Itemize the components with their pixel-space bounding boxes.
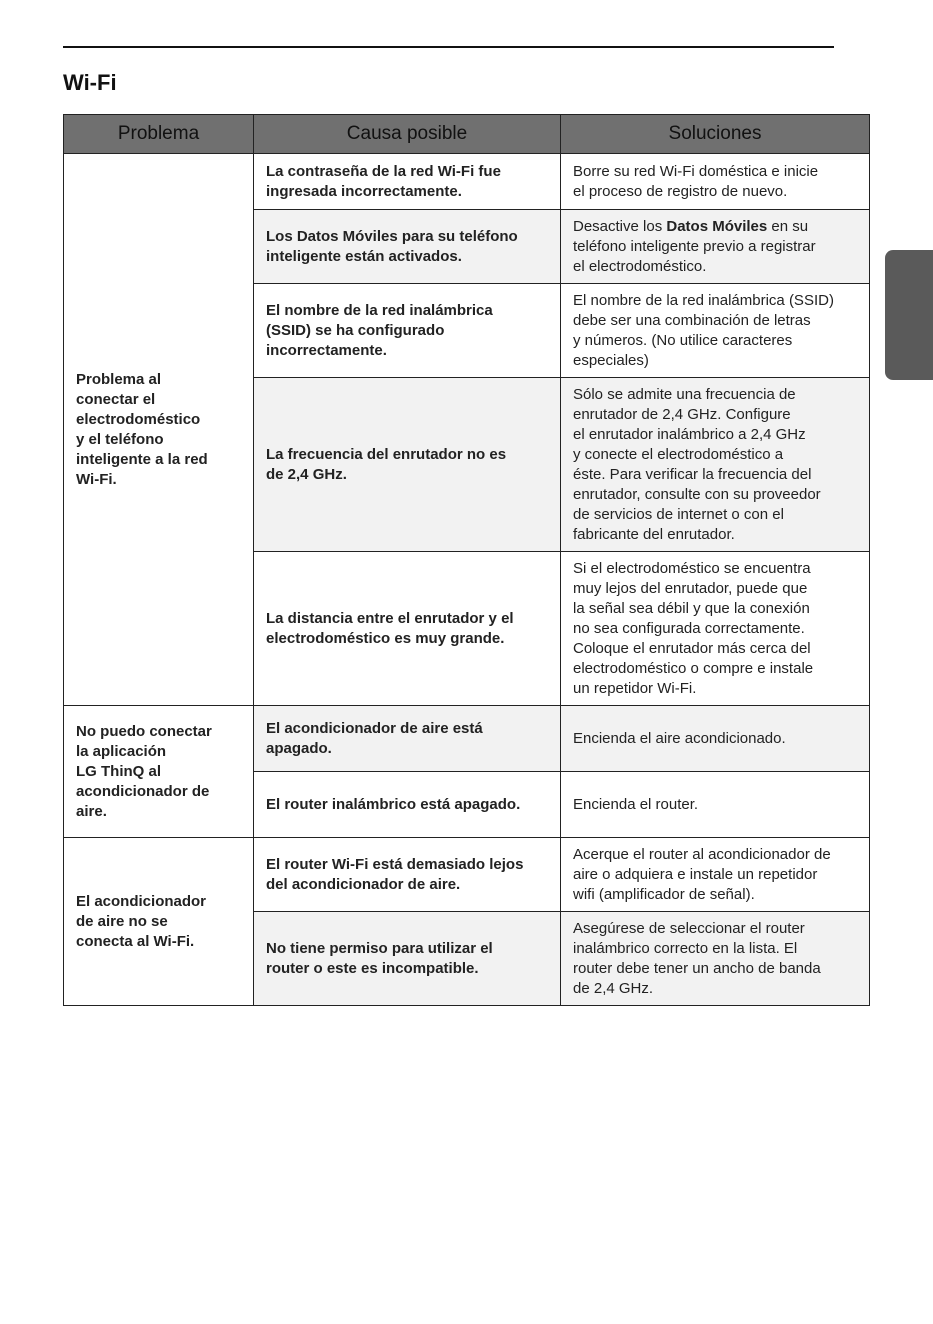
cause-cell: El router Wi-Fi está demasiado lejos del acondicionador de aire. (254, 838, 561, 912)
cause-cell: El nombre de la red inalámbrica (SSID) se ha configurado incorrectamente. (254, 284, 561, 378)
cause-cell: No tiene permiso para utilizar el router o este es incompatible. (254, 912, 561, 1006)
solution-cell: Borre su red Wi-Fi doméstica e inicie el proceso de registro de nuevo. (561, 154, 870, 210)
solution-cell: El nombre de la red inalámbrica (SSID) debe ser una combinación de letras y números. (No utilice caracteres especiales) (561, 284, 870, 378)
section-title: Wi-Fi (63, 70, 117, 95)
table-row (64, 706, 870, 772)
cause-cell: El router inalámbrico está apagado. (254, 772, 561, 838)
cause-cell: Los Datos Móviles para su teléfono inteligente están activados. (254, 210, 561, 284)
top-rule (63, 46, 834, 48)
solution-cell: Acerque el router al acondicionador de aire o adquiera e instale un repetidor wifi (amplificador de señal). (561, 838, 870, 912)
solution-cell: Encienda el aire acondicionado. (561, 706, 870, 772)
problem-cell: El acondicionador de aire no se conecta al Wi-Fi. (64, 838, 254, 1006)
cause-cell: La frecuencia del enrutador no es de 2,4 GHz. (254, 378, 561, 552)
problem-cell: Problema al conectar el electrodoméstico y el teléfono inteligente a la red Wi-Fi. (64, 154, 254, 706)
side-tab (885, 250, 933, 380)
cause-cell: El acondicionador de aire está apagado. (254, 706, 561, 772)
troubleshooting-table (63, 114, 870, 1006)
header-cause: Causa posible (254, 115, 561, 154)
cause-cell: La distancia entre el enrutador y el electrodoméstico es muy grande. (254, 552, 561, 706)
header-problem: Problema (64, 115, 254, 154)
solution-cell: Si el electrodoméstico se encuentra muy lejos del enrutador, puede que la señal sea débil y que la conexión no sea configurada correctamente. Coloque el enrutador más cerca del electrodoméstico o compre e instale un repetidor Wi-Fi. (561, 552, 870, 706)
header-solutions: Soluciones (561, 115, 870, 154)
solution-cell: Asegúrese de seleccionar el router inalámbrico correcto en la lista. El router debe tener un ancho de banda de 2,4 GHz. (561, 912, 870, 1006)
problem-cell: No puedo conectar la aplicación LG ThinQ al acondicionador de aire. (64, 706, 254, 838)
solution-cell: Desactive los Datos Móviles en su teléfono inteligente previo a registrar el electrodoméstico. (561, 210, 870, 284)
table-row (64, 154, 870, 210)
solution-cell: Encienda el router. (561, 772, 870, 838)
cause-cell: La contraseña de la red Wi-Fi fue ingresada incorrectamente. (254, 154, 561, 210)
table-header-row (64, 115, 870, 154)
table-row (64, 838, 870, 912)
solution-cell: Sólo se admite una frecuencia de enrutador de 2,4 GHz. Configure el enrutador inalámbrico a 2,4 GHz y conecte el electrodoméstico a éste. Para verificar la frecuencia del enrutador, consulte con su proveedor de servicios de internet o con el fabricante del enrutador. (561, 378, 870, 552)
